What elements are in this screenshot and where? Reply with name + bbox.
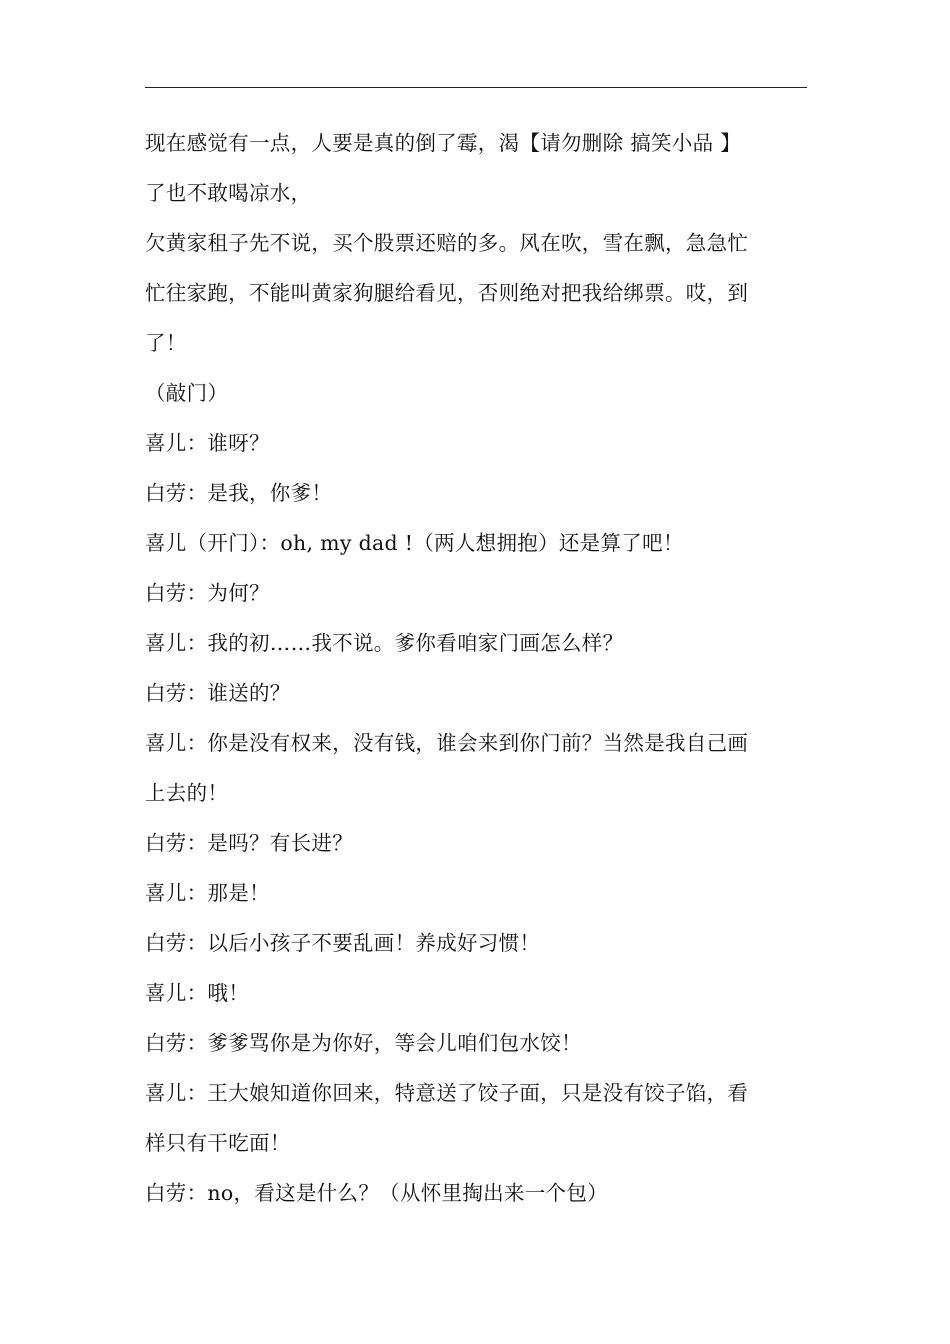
dialogue-line: 喜儿：那是！	[145, 881, 270, 905]
text-line: 欠黄家租子先不说，买个股票还赔的多。风在吹，雪在飘，急急忙	[145, 231, 749, 255]
dialogue-line: 样只有干吃面！	[145, 1131, 291, 1155]
dialogue-line: 白劳：no，看这是什么？（从怀里掏出来一个包）	[145, 1181, 608, 1205]
dialogue-line: 喜儿：哦！	[145, 981, 249, 1005]
text-line: 忙往家跑，不能叫黄家狗腿给看见，否则绝对把我给绑票。哎，到	[145, 281, 749, 305]
dialogue-line: 喜儿（开门）：oh, my dad !（两人想拥抱）还是算了吧！	[145, 531, 684, 555]
dialogue-line: 上去的！	[145, 781, 229, 805]
dialogue-line: 喜儿：你是没有权来，没有钱，谁会来到你门前？当然是我自己画	[145, 731, 749, 755]
dialogue-line: 白劳：爹爹骂你是为你好，等会儿咱们包水饺！	[145, 1031, 582, 1055]
body-text	[145, 118, 807, 1218]
text-line: 了也不敢喝凉水，	[145, 181, 312, 205]
dialogue-line: 喜儿：谁呀？	[145, 431, 270, 455]
dialogue-line: 白劳：是我，你爹！	[145, 481, 333, 505]
dialogue-line: 白劳：谁送的？	[145, 681, 291, 705]
text-line: 现在感觉有一点，人要是真的倒了霉，渴【请勿删除 搞笑小品 】	[145, 131, 742, 155]
dialogue-line: 喜儿：我的初……我不说。爹你看咱家门画怎么样？	[145, 631, 624, 655]
stage-direction: （敲门）	[145, 381, 229, 405]
dialogue-line: 喜儿：王大娘知道你回来，特意送了饺子面，只是没有饺子馅，看	[145, 1081, 749, 1105]
dialogue-line: 白劳：是吗？有长进？	[145, 831, 353, 855]
text-line: 了！	[145, 331, 187, 355]
dialogue-line: 白劳：为何？	[145, 581, 270, 605]
dialogue-line: 白劳：以后小孩子不要乱画！养成好习惯！	[145, 931, 541, 955]
header-rule	[145, 87, 807, 88]
